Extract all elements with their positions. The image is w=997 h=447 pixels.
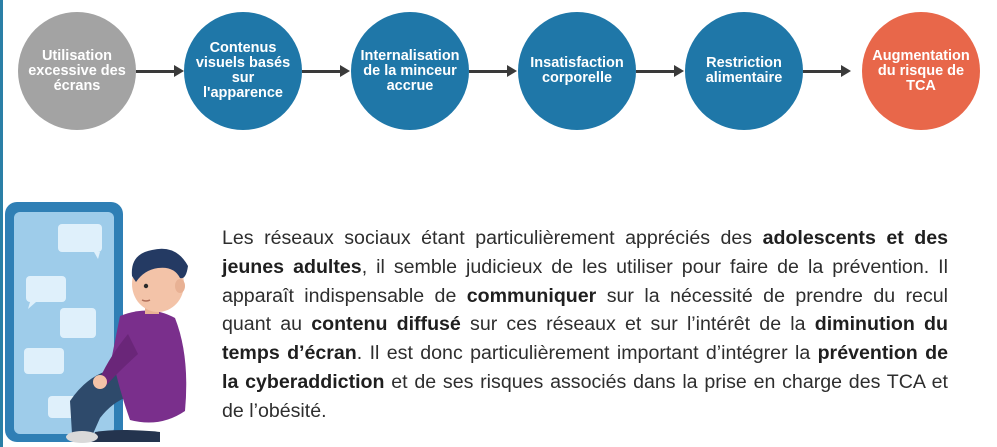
process-flow bbox=[0, 0, 997, 160]
paragraph-text: Les réseaux sociaux étant particulièrement appréciés des bbox=[222, 227, 763, 249]
flow-arrow bbox=[636, 70, 676, 73]
emphasis-adolescents: adolescents et des jeunes adultes bbox=[222, 227, 948, 278]
emphasis-content: contenu diffusé bbox=[311, 313, 461, 336]
emphasis-cyberaddiction: prévention de la cyberaddiction bbox=[222, 342, 948, 393]
person-with-phone-icon bbox=[0, 196, 220, 447]
flow-arrow bbox=[136, 70, 176, 73]
flow-node-body-dissatisfaction: Insatisfaction corporelle bbox=[518, 12, 636, 130]
emphasis-screen-time: diminution du temps d’écran bbox=[222, 313, 948, 365]
prevention-paragraph bbox=[222, 224, 948, 426]
paragraph-text: sur ces réseaux et sur l’intérêt de la bbox=[460, 313, 815, 336]
paragraph-text: , il semble judicieux de les utiliser pour faire de la prévention. Il apparaît indispensable de bbox=[222, 255, 948, 307]
flow-node-screen-use: Utilisation excessive des écrans bbox=[18, 12, 136, 130]
flow-node-thinness-internalization: Internalisation de la minceur accrue bbox=[351, 12, 469, 130]
flow-node-food-restriction: Restriction alimentaire bbox=[685, 12, 803, 130]
paragraph-text: et de ses risques associés dans la prise en charge des TCA et de l’obésité. bbox=[222, 370, 949, 422]
flow-arrow bbox=[469, 70, 509, 73]
flow-arrow bbox=[803, 70, 843, 73]
paragraph-text: sur la nécessité de prendre du recul quant au bbox=[222, 284, 948, 336]
flow-node-visual-content: Contenus visuels basés sur l'apparence bbox=[184, 12, 302, 130]
flow-node-eating-disorder-risk: Augmentation du risque de TCA bbox=[862, 12, 980, 130]
flow-arrow bbox=[302, 70, 342, 73]
paragraph-text: . Il est donc particulièrement important d’intégrer la bbox=[356, 342, 818, 365]
emphasis-communicate: communiquer bbox=[466, 284, 597, 307]
